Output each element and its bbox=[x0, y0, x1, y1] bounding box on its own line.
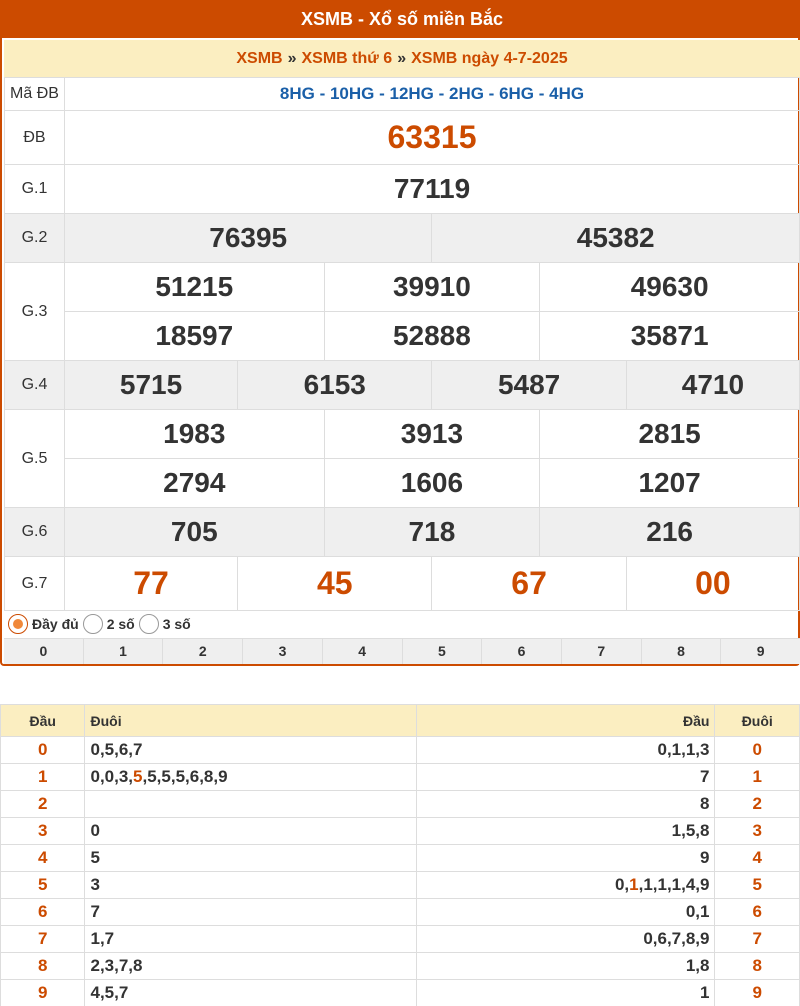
tail-list: 2,3,7,8 bbox=[85, 953, 417, 980]
digit-filter-button[interactable]: 3 bbox=[242, 639, 322, 664]
head-list: 8 bbox=[417, 791, 715, 818]
prize-g5: 3913 bbox=[324, 410, 540, 459]
tail-digit: 7 bbox=[715, 926, 800, 953]
head-list: 0,6,7,8,9 bbox=[417, 926, 715, 953]
page-title: XSMB - Xổ số miền Bắc bbox=[2, 0, 800, 38]
prize-g4: 5487 bbox=[432, 361, 626, 410]
prize-g7: 77 bbox=[65, 557, 238, 611]
special-prize: 63315 bbox=[65, 111, 800, 165]
option-two-label: 2 số bbox=[106, 616, 135, 632]
head-list: 0,1 bbox=[417, 899, 715, 926]
prize-g3: 39910 bbox=[324, 263, 540, 312]
table-row bbox=[1, 737, 800, 764]
tail-digit: 8 bbox=[715, 953, 800, 980]
tail-list: 3 bbox=[85, 872, 417, 899]
label-g5: G.5 bbox=[5, 410, 65, 508]
row-db bbox=[5, 111, 800, 165]
head-digit: 9 bbox=[1, 980, 85, 1006]
prize-g4: 6153 bbox=[238, 361, 432, 410]
head-digit: 6 bbox=[1, 899, 85, 926]
tail-list-part: 0,0,3, bbox=[90, 767, 134, 786]
head-list: 1,8 bbox=[417, 953, 715, 980]
prize-g5: 1983 bbox=[65, 410, 325, 459]
prize-g2: 45382 bbox=[432, 214, 800, 263]
special-codes: 8HG - 10HG - 12HG - 2HG - 6HG - 4HG bbox=[65, 78, 800, 111]
row-g5 bbox=[5, 459, 800, 508]
table-row bbox=[1, 791, 800, 818]
breadcrumb-link-xsmb[interactable]: XSMB bbox=[236, 49, 283, 67]
digit-filter-button[interactable]: 5 bbox=[402, 639, 482, 664]
head-digit: 1 bbox=[1, 764, 85, 791]
header-dau: Đầu bbox=[417, 705, 715, 737]
tail-digit: 1 bbox=[715, 764, 800, 791]
option-two-digits[interactable] bbox=[83, 614, 135, 634]
table-row bbox=[1, 872, 800, 899]
tail-list-highlight: 5 bbox=[133, 767, 143, 786]
head-list: 7 bbox=[417, 764, 715, 791]
table-row bbox=[1, 818, 800, 845]
breadcrumb-link-weekday[interactable]: XSMB thứ 6 bbox=[301, 49, 393, 67]
table-row bbox=[1, 845, 800, 872]
option-three-label: 3 số bbox=[162, 616, 191, 632]
label-g4: G.4 bbox=[5, 361, 65, 410]
head-digit: 4 bbox=[1, 845, 85, 872]
head-list-part: ,1,1,1,4,9 bbox=[638, 875, 710, 894]
prize-g5: 2794 bbox=[65, 459, 325, 508]
prize-g5: 2815 bbox=[540, 410, 800, 459]
label-g6: G.6 bbox=[5, 508, 65, 557]
prize-g3: 51215 bbox=[65, 263, 325, 312]
head-list: 0,1,1,3 bbox=[417, 737, 715, 764]
tail-digit: 0 bbox=[715, 737, 800, 764]
radio-icon[interactable] bbox=[83, 614, 103, 634]
prize-g6: 718 bbox=[324, 508, 540, 557]
prize-g3: 49630 bbox=[540, 263, 800, 312]
label-g2: G.2 bbox=[5, 214, 65, 263]
prize-g4: 5715 bbox=[65, 361, 238, 410]
radio-icon[interactable] bbox=[139, 614, 159, 634]
head-list: 1 bbox=[417, 980, 715, 1006]
tail-list: 4,5,7 bbox=[85, 980, 417, 1006]
display-options bbox=[4, 610, 800, 638]
table-row bbox=[1, 899, 800, 926]
prize-g7: 45 bbox=[238, 557, 432, 611]
row-g3 bbox=[5, 312, 800, 361]
digit-filter bbox=[4, 638, 800, 664]
loto-header-row bbox=[1, 705, 800, 737]
tail-list: 0 bbox=[85, 818, 417, 845]
breadcrumb bbox=[4, 40, 800, 77]
head-digit: 3 bbox=[1, 818, 85, 845]
tail-digit: 2 bbox=[715, 791, 800, 818]
digit-filter-button[interactable]: 4 bbox=[322, 639, 402, 664]
option-full[interactable] bbox=[8, 614, 79, 634]
prize-g1: 77119 bbox=[65, 165, 800, 214]
digit-filter-button[interactable]: 7 bbox=[561, 639, 641, 664]
table-row bbox=[1, 926, 800, 953]
radio-selected-icon[interactable] bbox=[8, 614, 28, 634]
label-g3: G.3 bbox=[5, 263, 65, 361]
header-dau: Đầu bbox=[1, 705, 85, 737]
row-g2 bbox=[5, 214, 800, 263]
table-row bbox=[1, 764, 800, 791]
tail-list bbox=[85, 791, 417, 818]
tail-digit: 3 bbox=[715, 818, 800, 845]
option-full-label: Đầy đủ bbox=[32, 616, 79, 632]
head-digit: 5 bbox=[1, 872, 85, 899]
label-db: ĐB bbox=[5, 111, 65, 165]
row-g4 bbox=[5, 361, 800, 410]
prize-g3: 35871 bbox=[540, 312, 800, 361]
label-g1: G.1 bbox=[5, 165, 65, 214]
prize-g7: 67 bbox=[432, 557, 626, 611]
prize-g6: 705 bbox=[65, 508, 325, 557]
header-duoi: Đuôi bbox=[715, 705, 800, 737]
tail-digit: 6 bbox=[715, 899, 800, 926]
digit-filter-button[interactable]: 0 bbox=[39, 643, 48, 659]
tail-list bbox=[85, 764, 417, 791]
digit-filter-button[interactable]: 8 bbox=[641, 639, 721, 664]
digit-filter-button[interactable]: 1 bbox=[83, 639, 163, 664]
row-g3 bbox=[5, 263, 800, 312]
prize-g5: 1606 bbox=[324, 459, 540, 508]
head-digit: 2 bbox=[1, 791, 85, 818]
tail-digit: 9 bbox=[715, 980, 800, 1006]
breadcrumb-separator: » bbox=[287, 49, 297, 67]
tail-digit: 4 bbox=[715, 845, 800, 872]
header-duoi: Đuôi bbox=[85, 705, 417, 737]
prize-g2: 76395 bbox=[65, 214, 432, 263]
prize-g3: 18597 bbox=[65, 312, 325, 361]
table-row bbox=[1, 980, 800, 1006]
head-digit: 8 bbox=[1, 953, 85, 980]
head-list bbox=[417, 872, 715, 899]
prize-g7: 00 bbox=[626, 557, 799, 611]
table-row bbox=[1, 953, 800, 980]
digit-filter-button[interactable]: 9 bbox=[720, 639, 800, 664]
prize-g6: 216 bbox=[540, 508, 800, 557]
digit-filter-button[interactable]: 2 bbox=[162, 639, 242, 664]
tail-list: 1,7 bbox=[85, 926, 417, 953]
tail-list-part: ,5,5,5,6,8,9 bbox=[142, 767, 228, 786]
tail-list: 5 bbox=[85, 845, 417, 872]
head-list-highlight: 1 bbox=[629, 875, 639, 894]
option-three-digits[interactable] bbox=[139, 614, 191, 634]
head-digit: 0 bbox=[1, 737, 85, 764]
prize-g3: 52888 bbox=[324, 312, 540, 361]
head-list: 1,5,8 bbox=[417, 818, 715, 845]
head-list-part: 0, bbox=[614, 875, 630, 894]
prize-g5: 1207 bbox=[540, 459, 800, 508]
row-g5 bbox=[5, 410, 800, 459]
prize-g4: 4710 bbox=[626, 361, 799, 410]
label-ma-db: Mã ĐB bbox=[5, 78, 65, 111]
results-table bbox=[4, 77, 800, 611]
digit-filter-button[interactable]: 6 bbox=[481, 639, 561, 664]
loto-table bbox=[0, 704, 800, 1006]
tail-list: 7 bbox=[85, 899, 417, 926]
head-digit: 7 bbox=[1, 926, 85, 953]
tail-digit: 5 bbox=[715, 872, 800, 899]
breadcrumb-separator: » bbox=[397, 49, 407, 67]
breadcrumb-link-date[interactable]: XSMB ngày 4-7-2025 bbox=[411, 49, 568, 67]
row-g1 bbox=[5, 165, 800, 214]
label-g7: G.7 bbox=[5, 557, 65, 611]
row-g6 bbox=[5, 508, 800, 557]
head-list: 9 bbox=[417, 845, 715, 872]
row-g7 bbox=[5, 557, 800, 611]
tail-list: 0,5,6,7 bbox=[85, 737, 417, 764]
row-ma-db bbox=[5, 78, 800, 111]
